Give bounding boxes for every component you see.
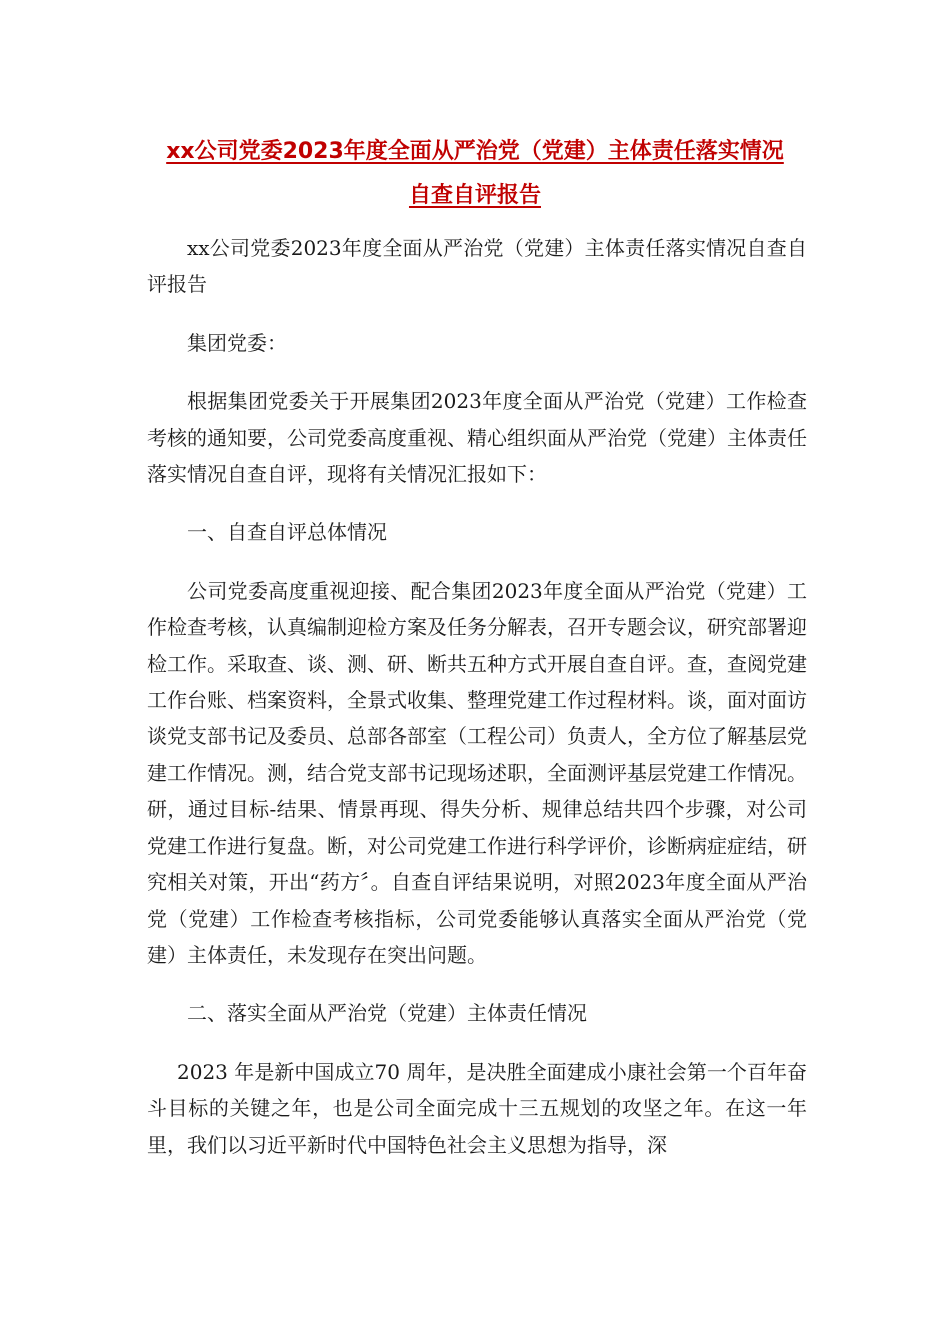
title-line-2: 自查自评报告 — [408, 183, 541, 208]
section-heading-1: 一、自查自评总体情况 — [187, 520, 387, 545]
title-line-1: xx公司党委2023年度全面从严治党（党建）主体责任落实情况 — [166, 139, 784, 164]
paragraph-intro: 根据集团党委关于开展集团2023年度全面从严治党（党建）工作检查考核的通知要，公司党委高度重视、精心组织面从严治党（党建）主体责任落实情况自查自评，现将有关情况汇报如下： — [147, 389, 807, 487]
paragraph-section-1: 公司党委高度重视迎接、配合集团2023年度全面从严治党（党建）工作检查考核，认真编制迎检方案及任务分解表，召开专题会议，研究部署迎检工作。采取查、谈、测、研、断共五种方式开展自查自评。查，查阅党建工作台账、档案资料，全景式收集、整理党建工作过程材料。谈，面对面访谈党支部书记及委员、总部各部室（工程公司）负责人，全方位了解基层党建工作情况。测，结合党支部书记现场述职，全面测评基层党建工作情况。研，通过目标-结果、情景再现、得失分析、规律总结共四个步骤，对公司党建工作进行复盘。断，对公司党建工作进行科学评价，诊断病症症结，研究相关对策，开出“药方〞。自查自评结果说明，对照2023年度全面从严治党（党建）工作检查考核指标，公司党委能够认真落实全面从严治党（党建）主体责任，未发现存在突出问题。 — [147, 578, 807, 967]
document-title — [120, 130, 830, 218]
paragraph-heading-repeat: xx公司党委2023年度全面从严治党（党建）主体责任落实情况自查自评报告 — [147, 236, 807, 297]
paragraph-salutation: 集团党委： — [187, 330, 287, 355]
document-body — [147, 230, 807, 1163]
section-heading-2: 二、落实全面从严治党（党建）主体责任情况 — [187, 1001, 587, 1026]
paragraph-section-2: 2023 年是新中国成立70 周年，是决胜全面建成小康社会第一个百年奋斗目标的关键之年，也是公司全面完成十三五规划的攻坚之年。在这一年里，我们以习近平新时代中国特色社会主义思想为指导，深 — [147, 1059, 807, 1157]
